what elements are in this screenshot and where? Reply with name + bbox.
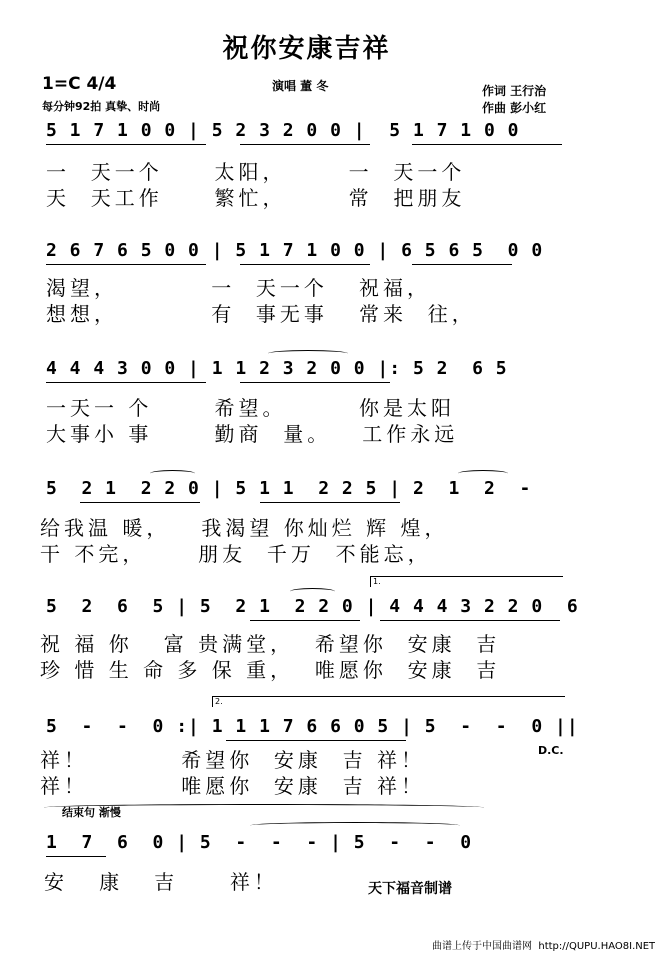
site-watermark: 曲谱上传于中国曲谱网 http://QUPU.HAO8I.NET <box>432 941 655 952</box>
notation-line: 2 6 7 6 5 0 0 | 5 1 7 1 0 0 | 6 5 6 5 0 0 <box>46 240 544 261</box>
beam-line <box>240 264 370 265</box>
first-ending-bracket: 1. <box>370 576 563 587</box>
notation-line: 5 1 7 1 0 0 | 5 2 3 2 0 0 | 5 1 7 1 0 0 <box>46 120 520 141</box>
singer: 演唱 董 冬 <box>272 79 329 93</box>
beam-line <box>412 144 562 145</box>
lyric-verse-2: 珍 惜 生 命 多 保 重， 唯愿你 安康 吉 <box>40 658 501 682</box>
notation-line: 4 4 4 3 0 0 | 1 1 2 3 2 0 0 |: 5 2 6 5 <box>46 358 508 379</box>
notation-line: 5 - - 0 :| 1 1 1 7 6 6 0 5 | 5 - - 0 || <box>46 716 579 737</box>
lyric-verse-1: 一天一 个 希望。 你是太阳 <box>46 396 456 420</box>
beam-line <box>80 502 200 503</box>
lyricist: 作词 王行治 <box>482 84 547 98</box>
lyric-verse-1: 给我温 暖， 我渴望 你灿烂 辉 煌， <box>40 516 449 540</box>
beam-line <box>260 502 400 503</box>
beam-line <box>46 856 106 857</box>
ending-label: 结束句 渐慢 <box>62 806 121 819</box>
slur-mark <box>268 350 348 357</box>
slur-mark <box>150 470 195 477</box>
lyric-verse-2: 想想， 有 事无事 常来 往， <box>46 302 476 326</box>
beam-line <box>240 382 390 383</box>
lyric-verse-1: 一 天一个 太阳， 一 天一个 <box>46 160 466 184</box>
song-title: 祝你安康吉祥 <box>222 34 391 64</box>
lyric-verse-2: 干 不完， 朋友 千万 不能忘， <box>40 542 432 566</box>
lyric-verse-1: 祝 福 你 富 贵满堂， 希望你 安康 吉 <box>40 632 501 656</box>
beam-line <box>226 740 406 741</box>
composer: 作曲 彭小红 <box>482 101 547 115</box>
beam-line <box>46 264 206 265</box>
tie-mark <box>250 822 460 829</box>
slur-mark <box>458 470 508 477</box>
tempo-marking: 每分钟92拍 真挚、时尚 <box>42 100 161 113</box>
beam-line <box>46 144 206 145</box>
da-capo-marking: D.C. <box>538 744 564 757</box>
slur-mark <box>290 588 335 595</box>
lyric-line: 安 康 吉 祥！ <box>44 870 278 894</box>
beam-line <box>240 144 370 145</box>
lyric-verse-2: 祥！ 唯愿你 安康 吉 祥！ <box>40 774 426 798</box>
lyric-verse-1: 渴望， 一 天一个 祝福， <box>46 276 432 300</box>
beam-line <box>380 620 560 621</box>
transcriber-credit: 天下福音制谱 <box>368 881 452 897</box>
notation-line: 5 2 6 5 | 5 2 1 2 2 0 | 4 4 4 3 2 2 0 6 <box>46 596 579 617</box>
lyric-verse-1: 祥！ 希望你 安康 吉 祥！ <box>40 748 426 772</box>
key-time-signature: 1=C 4/4 <box>42 74 117 94</box>
notation-line: 5 2 1 2 2 0 | 5 1 1 2 2 5 | 2 1 2 - <box>46 478 532 499</box>
notation-line: 1 7 6 0 | 5 - - - | 5 - - 0 <box>46 832 473 853</box>
second-ending-bracket: 2. <box>212 696 565 707</box>
beam-line <box>46 382 206 383</box>
beam-line <box>250 620 360 621</box>
lyric-verse-2: 天 天工作 繁忙， 常 把朋友 <box>46 186 466 210</box>
lyric-verse-2: 大事小 事 勤商 量。 工作永远 <box>46 422 459 446</box>
beam-line <box>412 264 512 265</box>
